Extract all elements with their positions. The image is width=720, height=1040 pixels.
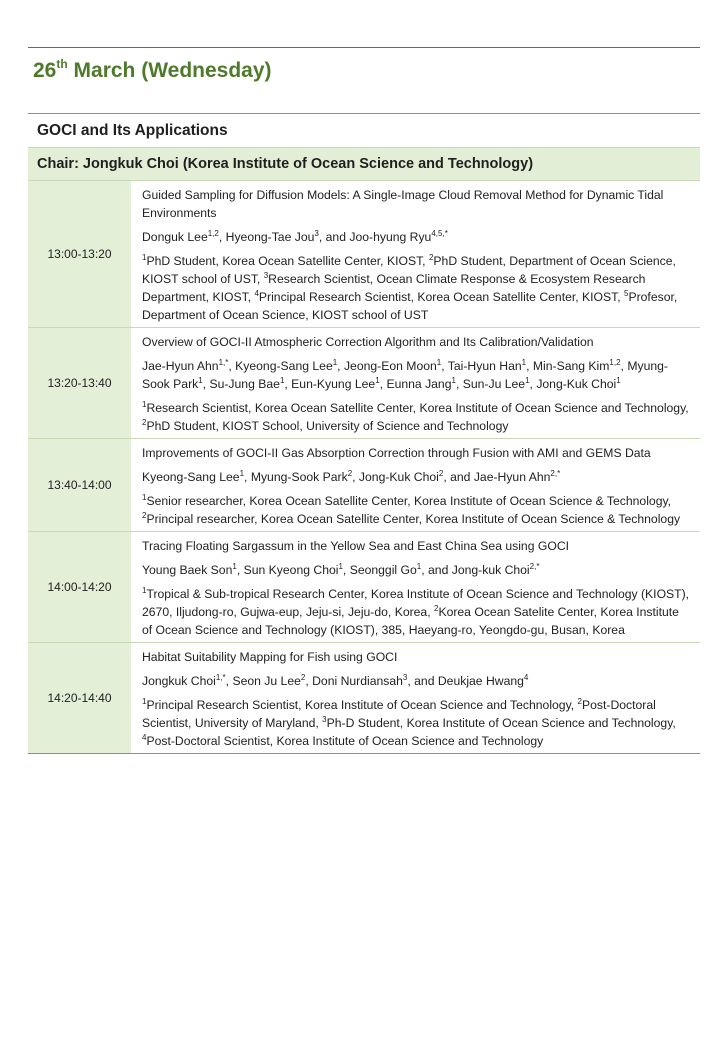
author-name: Doni Nurdiansah bbox=[312, 674, 403, 688]
author-name: Hyeong-Tae Jou bbox=[225, 230, 315, 244]
author-affiliation-marker: 4 bbox=[523, 673, 529, 682]
author-name: Jae-Hyun Ahn bbox=[473, 470, 551, 484]
author-name: Myung-Sook Park bbox=[142, 359, 668, 391]
affiliation-text: Post-Doctoral Scientist, University of Maryland, bbox=[142, 698, 656, 730]
author-separator: , and bbox=[443, 470, 474, 484]
affiliation-text: Research Scientist, Ocean Climate Response & Ecosystem Research Department, KIOST, bbox=[142, 272, 646, 304]
author-affiliation-marker: 1 bbox=[239, 469, 245, 478]
author-affiliation-marker: 4,5,* bbox=[431, 229, 448, 238]
author-affiliation-marker: 2 bbox=[300, 673, 306, 682]
author-separator: , bbox=[379, 377, 387, 391]
author-name: Sun-Ju Lee bbox=[462, 377, 526, 391]
author-name: Jongkuk Choi bbox=[142, 674, 216, 688]
author-separator: , and bbox=[318, 230, 350, 244]
talk-affiliations bbox=[142, 252, 692, 324]
affiliation-marker: 5 bbox=[624, 289, 629, 298]
author-separator: , bbox=[244, 470, 251, 484]
author-name: Young Baek Son bbox=[142, 563, 233, 577]
affiliation-text: Principal Research Scientist, Korea Ocean Satellite Center, KIOST, bbox=[258, 290, 625, 304]
talk-details bbox=[131, 643, 700, 754]
author-affiliation-marker: 1,2 bbox=[609, 358, 621, 367]
author-name: Deukjae Hwang bbox=[437, 674, 524, 688]
talk-affiliations bbox=[142, 492, 692, 528]
talk-authors bbox=[142, 357, 692, 393]
talk-row bbox=[28, 181, 700, 328]
talk-row bbox=[28, 643, 700, 754]
affiliation-text: Principal Research Scientist, Korea Institute of Ocean Science and Technology, bbox=[146, 698, 578, 712]
affiliation-marker: 2 bbox=[577, 697, 582, 706]
session-row bbox=[28, 114, 700, 148]
talk-time: 13:20-13:40 bbox=[28, 328, 131, 439]
date-day: 26 bbox=[33, 59, 57, 82]
affiliation-text: Principal researcher, Korea Ocean Satellite Center, Korea Institute of Ocean Science & Technology bbox=[146, 512, 681, 526]
author-name: Eunna Jang bbox=[386, 377, 452, 391]
affiliation-text: Ph-D Student, Korea Institute of Ocean Science and Technology, bbox=[326, 716, 676, 730]
affiliation-text: Korea Ocean Satelite Center, Korea Institute of Ocean Science and Technology (KIOST), 385, Haeyang-ro, Yeongdo-gu, Busan, Korea bbox=[142, 605, 679, 637]
author-affiliation-marker: 1 bbox=[279, 376, 285, 385]
author-affiliation-marker: 1,2 bbox=[207, 229, 219, 238]
author-affiliation-marker: 1 bbox=[521, 358, 527, 367]
session-title: GOCI and Its Applications bbox=[28, 114, 700, 148]
author-affiliation-marker: 1 bbox=[436, 358, 442, 367]
author-affiliation-marker: 2 bbox=[347, 469, 353, 478]
author-name: Donguk Lee bbox=[142, 230, 208, 244]
author-affiliation-marker: 1 bbox=[451, 376, 456, 385]
affiliation-text: PhD Student, Korea Ocean Satellite Center, KIOST, bbox=[146, 254, 429, 268]
talk-affiliations bbox=[142, 399, 692, 435]
affiliation-marker: 2 bbox=[142, 511, 147, 520]
talk-details bbox=[131, 328, 700, 439]
author-name: Eun-Kyung Lee bbox=[291, 377, 376, 391]
author-name: Jong-Kuk Choi bbox=[358, 470, 439, 484]
author-name: Seonggil Go bbox=[349, 563, 417, 577]
affiliation-text: PhD Student, KIOST School, University of Science and Technology bbox=[146, 419, 509, 433]
talk-details bbox=[131, 181, 700, 328]
affiliation-marker: 2 bbox=[433, 604, 439, 613]
author-separator: , and bbox=[421, 563, 452, 577]
affiliation-marker: 3 bbox=[263, 271, 269, 280]
author-name: Seon Ju Lee bbox=[232, 674, 301, 688]
session-chair: Chair: Jongkuk Choi (Korea Institute of Ocean Science and Technology) bbox=[28, 148, 700, 181]
author-name: Jae-Hyun Ahn bbox=[142, 359, 219, 373]
talk-row bbox=[28, 439, 700, 532]
author-affiliation-marker: 1 bbox=[416, 562, 422, 571]
author-separator: , bbox=[342, 563, 350, 577]
chair-row bbox=[28, 148, 700, 181]
author-name: Sun Kyeong Choi bbox=[243, 563, 339, 577]
talk-affiliations bbox=[142, 585, 692, 639]
author-affiliation-marker: 1 bbox=[198, 376, 203, 385]
author-separator: , bbox=[455, 377, 463, 391]
talk-title: Tracing Floating Sargassum in the Yellow Sea and East China Sea using GOCI bbox=[142, 539, 570, 553]
author-name: Myung-Sook Park bbox=[250, 470, 348, 484]
affiliation-text: Tropical & Sub-tropical Research Center, Korea Institute of Ocean Science and Technology (KIOST), 2670, Iljudong-ro, Gujwa-eup, Jeju-si, Jeju-do, Korea, bbox=[142, 587, 690, 619]
author-separator: , and bbox=[407, 674, 438, 688]
author-affiliation-marker: 3 bbox=[314, 229, 319, 238]
author-affiliation-marker: 1,* bbox=[218, 358, 229, 367]
author-separator: , bbox=[352, 470, 359, 484]
talk-title: Habitat Suitability Mapping for Fish using GOCI bbox=[142, 650, 398, 664]
affiliation-marker: 1 bbox=[142, 400, 147, 409]
author-affiliation-marker: 1 bbox=[332, 358, 338, 367]
page-title bbox=[33, 59, 272, 83]
author-name: Joo-hyung Ryu bbox=[349, 230, 432, 244]
author-name: Jong-Kuk Choi bbox=[536, 377, 617, 391]
author-separator: , bbox=[529, 377, 537, 391]
date-suffix: th bbox=[56, 57, 68, 71]
talk-details bbox=[131, 532, 700, 643]
author-affiliation-marker: 2 bbox=[438, 469, 444, 478]
author-name: Jong-kuk Choi bbox=[451, 563, 530, 577]
author-affiliation-marker: 1 bbox=[525, 376, 530, 385]
talk-time: 14:00-14:20 bbox=[28, 532, 131, 643]
talk-time: 14:20-14:40 bbox=[28, 643, 131, 754]
talk-affiliations bbox=[142, 696, 692, 750]
author-affiliation-marker: 3 bbox=[402, 673, 408, 682]
author-separator: , bbox=[441, 359, 448, 373]
talk-details bbox=[131, 439, 700, 532]
date-rest: March (Wednesday) bbox=[67, 59, 272, 82]
affiliation-text: Research Scientist, Korea Ocean Satellite Center, Korea Institute of Ocean Science and Technology, bbox=[146, 401, 689, 415]
author-separator: , bbox=[620, 359, 628, 373]
author-affiliation-marker: 2,* bbox=[529, 562, 540, 571]
author-separator: , bbox=[218, 230, 226, 244]
talk-authors bbox=[142, 468, 692, 486]
affiliation-marker: 2 bbox=[142, 418, 147, 427]
author-name: Su-Jung Bae bbox=[209, 377, 280, 391]
talk-title: Guided Sampling for Diffusion Models: A Single-Image Cloud Removal Method for Dynamic Tidal Environments bbox=[142, 188, 664, 220]
talk-title: Improvements of GOCI-II Gas Absorption Correction through Fusion with AMI and GEMS Data bbox=[142, 446, 651, 460]
talk-title: Overview of GOCI-II Atmospheric Correction Algorithm and Its Calibration/Validation bbox=[142, 335, 594, 349]
session-schedule-table bbox=[28, 113, 700, 754]
affiliation-text: Profesor, Department of Ocean Science, KIOST school of UST bbox=[142, 290, 678, 322]
author-name: Jeong-Eon Moon bbox=[343, 359, 437, 373]
author-name: Kyeong-Sang Lee bbox=[142, 470, 240, 484]
author-affiliation-marker: 1,* bbox=[215, 673, 226, 682]
top-rule bbox=[28, 47, 700, 48]
affiliation-marker: 1 bbox=[142, 253, 147, 262]
affiliation-marker: 2 bbox=[428, 253, 434, 262]
talk-time: 13:00-13:20 bbox=[28, 181, 131, 328]
affiliation-marker: 1 bbox=[142, 493, 147, 502]
author-affiliation-marker: 1 bbox=[232, 562, 237, 571]
author-name: Tai-Hyun Han bbox=[447, 359, 522, 373]
affiliation-marker: 4 bbox=[142, 733, 147, 742]
author-separator: , bbox=[228, 359, 236, 373]
author-affiliation-marker: 1 bbox=[375, 376, 380, 385]
author-affiliation-marker: 1 bbox=[338, 562, 343, 571]
author-name: Min-Sang Kim bbox=[532, 359, 610, 373]
author-separator: , bbox=[337, 359, 344, 373]
author-affiliation-marker: 1 bbox=[616, 376, 621, 385]
author-separator: , bbox=[225, 674, 233, 688]
affiliation-marker: 4 bbox=[254, 289, 259, 298]
talk-time: 13:40-14:00 bbox=[28, 439, 131, 532]
affiliation-text: Post-Doctoral Scientist, Korea Institute of Ocean Science and Technology bbox=[146, 734, 544, 748]
affiliation-marker: 1 bbox=[142, 586, 147, 595]
talk-row bbox=[28, 328, 700, 439]
affiliation-text: Senior researcher, Korea Ocean Satellite Center, Korea Institute of Ocean Science & Technology, bbox=[146, 494, 672, 508]
author-separator: , bbox=[202, 377, 210, 391]
affiliation-marker: 1 bbox=[142, 697, 147, 706]
author-separator: , bbox=[305, 674, 313, 688]
talk-authors bbox=[142, 228, 692, 246]
author-affiliation-marker: 2,* bbox=[550, 469, 561, 478]
talk-row bbox=[28, 532, 700, 643]
talk-authors bbox=[142, 672, 692, 690]
author-separator: , bbox=[284, 377, 292, 391]
affiliation-text: PhD Student, Department of Ocean Science, KIOST school of UST, bbox=[142, 254, 676, 286]
author-name: Kyeong-Sang Lee bbox=[235, 359, 333, 373]
author-separator: , bbox=[526, 359, 533, 373]
author-separator: , bbox=[236, 563, 244, 577]
affiliation-marker: 3 bbox=[322, 715, 327, 724]
talk-authors bbox=[142, 561, 692, 579]
